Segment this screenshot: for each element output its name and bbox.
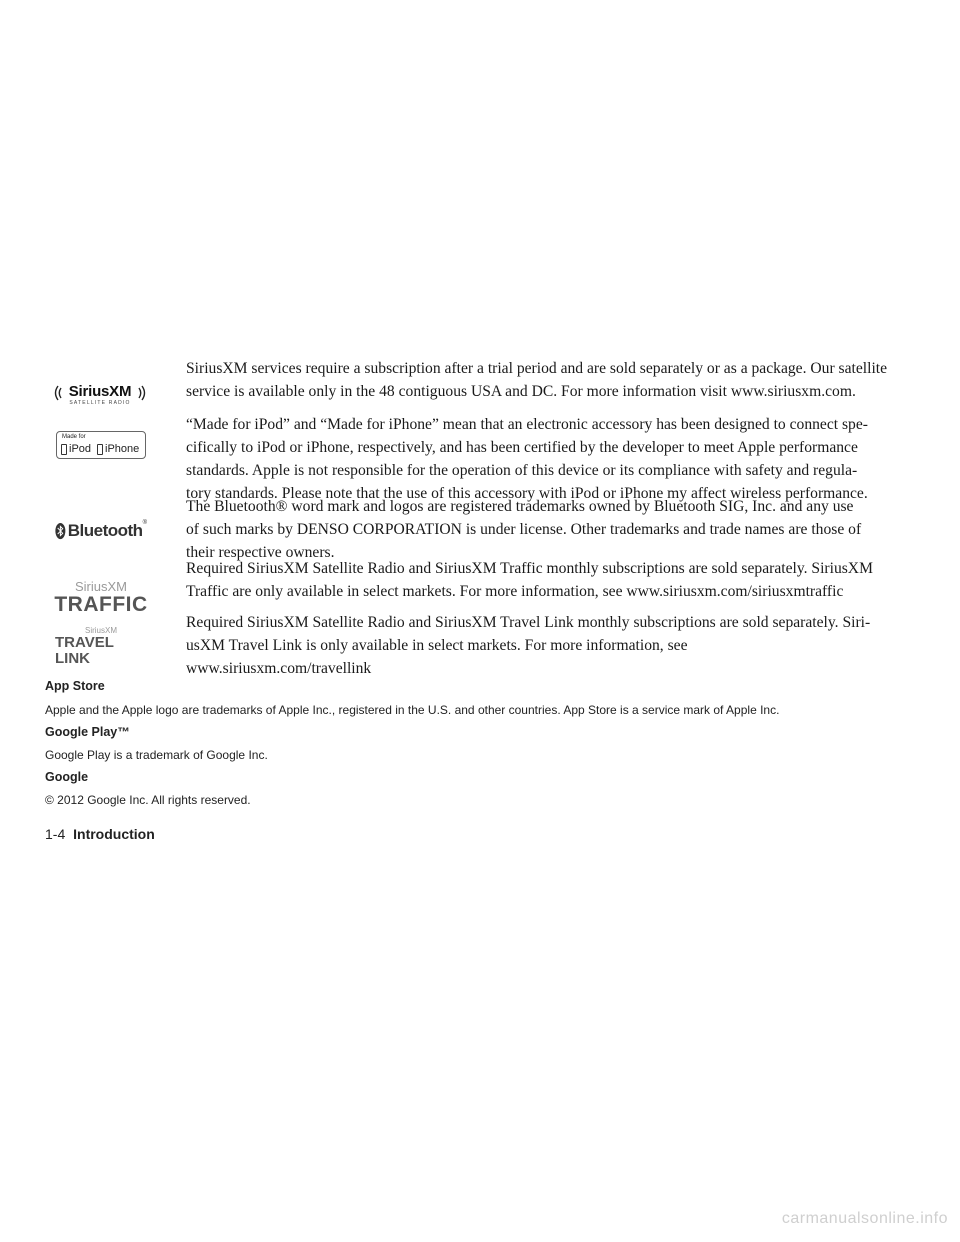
made-for-ipod-iphone-logo bbox=[55, 430, 147, 460]
traffic-paragraph: Required SiriusXM Satellite Radio and SiriusXM Traffic monthly subscriptions are sold separately. SiriusXM Traffic are only available in select markets. For more information, see www.siriusxm.com/siriusxmtraffic bbox=[186, 560, 873, 600]
siriusxm-paragraph: SiriusXM services require a subscription after a trial period and are sold separately or as a package. Our satellite service is available only in the 48 contiguous USA and DC. For more information visit www.siriusxm.com. bbox=[186, 360, 888, 400]
travel-link-logo-bottom: TRAVEL LINK bbox=[55, 633, 114, 667]
registered-mark: ® bbox=[142, 520, 147, 526]
watermark: carmanualsonline.info bbox=[781, 1210, 948, 1227]
google-heading: Google bbox=[45, 770, 89, 784]
traffic-logo-bottom: TRAFFIC bbox=[54, 593, 148, 616]
bluetooth-logo-text: Bluetooth bbox=[67, 521, 143, 540]
iphone-label: iPhone bbox=[105, 443, 140, 455]
google-body: © 2012 Google Inc. All rights reserved. bbox=[45, 793, 251, 807]
app-store-body: Apple and the Apple logo are trademarks of Apple Inc., registered in the U.S. and other countries. App Store is a service mark of Apple Inc. bbox=[45, 703, 780, 717]
section-title: Introduction bbox=[73, 826, 155, 842]
ipod-device-icon bbox=[61, 444, 67, 455]
traffic-logo-top: SiriusXM bbox=[74, 579, 127, 594]
google-play-heading: Google Play™ bbox=[45, 725, 130, 739]
made-for-label: Made for bbox=[62, 434, 86, 440]
app-store-heading: App Store bbox=[45, 679, 105, 693]
siriusxm-logo bbox=[52, 380, 148, 410]
bluetooth-logo bbox=[55, 518, 147, 544]
page-number: 1-4 bbox=[45, 826, 66, 842]
travel-link-paragraph: Required SiriusXM Satellite Radio and SiriusXM Travel Link monthly subscriptions are sold separately. Siri- usXM Travel Link is only available in select markets. For more information, see www.siriusxm.com/travellink bbox=[186, 614, 871, 677]
made-for-ipod-paragraph: “Made for iPod” and “Made for iPhone” mean that an electronic accessory has been designed to connect spe- cifically to iPod or iPhone, respectively, and has been certified by the developer to meet Apple performance standards. Apple is not responsible for the operation of this device or its compliance with safety and regula- tory standards. Please note that the use of this accessory with iPod or iPhone my affect wireless performance. bbox=[186, 416, 868, 502]
siriusxm-logo-text: SiriusXM bbox=[68, 383, 132, 400]
siriusxm-travel-link-logo bbox=[55, 625, 147, 667]
page-footer bbox=[45, 826, 155, 842]
travel-link-logo-top: SiriusXM bbox=[84, 625, 117, 635]
google-play-body: Google Play is a trademark of Google Inc. bbox=[45, 748, 268, 762]
siriusxm-traffic-logo bbox=[55, 578, 147, 618]
siriusxm-logo-subtext: SATELLITE RADIO bbox=[69, 400, 131, 406]
ipod-label: iPod bbox=[69, 443, 92, 455]
bluetooth-paragraph: The Bluetooth® word mark and logos are registered trademarks owned by Bluetooth SIG, Inc. and any use of such marks by DENSO CORPORATION is under license. Other trademarks and trade names are those of their respective owners. bbox=[186, 498, 862, 561]
iphone-device-icon bbox=[97, 444, 103, 455]
bluetooth-icon bbox=[55, 520, 66, 542]
